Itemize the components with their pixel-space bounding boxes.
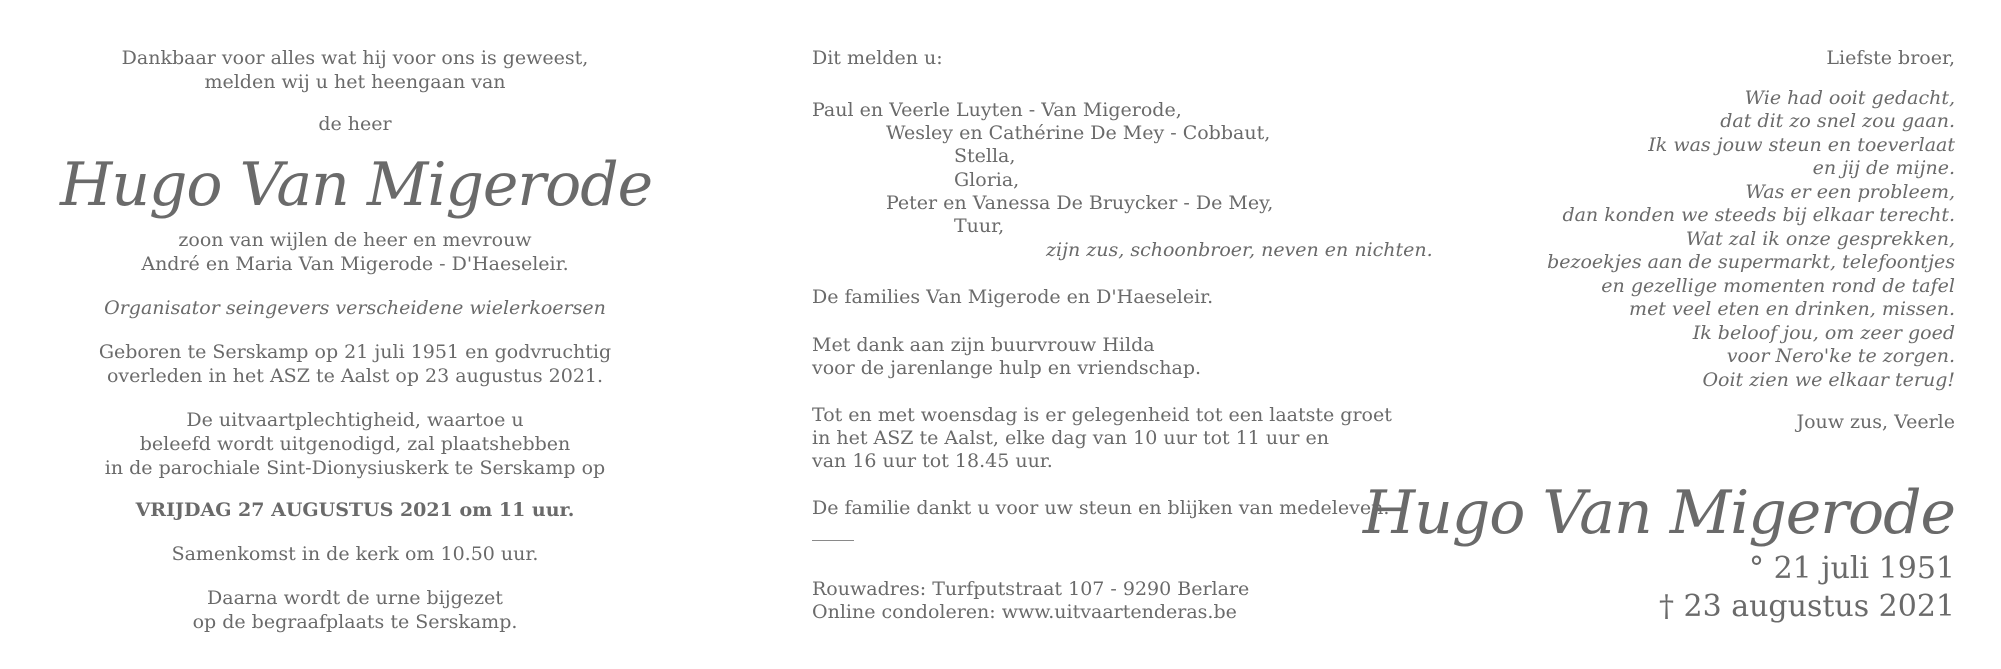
right-panel	[1362, 0, 1955, 669]
poem-line-8: bezoekjes aan de supermarkt, telefoontjes	[1547, 251, 1955, 273]
parents-line-1: zoon van wijlen de heer en mevrouw	[178, 229, 532, 251]
address-line: Rouwadres: Turfputstraat 107 - 9290 Berlare	[812, 578, 1250, 600]
honorific: de heer	[318, 113, 392, 135]
ceremony-line-1: De uitvaartplechtigheid, waartoe u	[186, 409, 524, 431]
poem-line-11: Ik beloof jou, om zeer goed	[1692, 322, 1955, 344]
family-line-5: Peter en Vanessa De Bruycker - De Mey,	[886, 192, 1274, 214]
born-line-2: overleden in het ASZ te Aalst op 23 augustus 2021.	[106, 365, 604, 387]
family-line-2: Wesley en Cathérine De Mey - Cobbaut,	[886, 122, 1271, 144]
thanks-line-1: Met dank aan zijn buurvrouw Hilda	[812, 334, 1155, 356]
ceremony-line-3: in de parochiale Sint-Dionysiuskerk te Serskamp op	[104, 457, 606, 479]
poem-line-3: Ik was jouw steun en toeverlaat	[1648, 134, 1955, 156]
deceased-name-script: Hugo Van Migerode	[1362, 478, 1955, 548]
poem-line-13: Ooit zien we elkaar terug!	[1702, 369, 1955, 391]
middle-panel	[812, 0, 1452, 669]
poem-line-4: en jij de mijne.	[1812, 157, 1955, 179]
poem-line-7: Wat zal ik onze gesprekken,	[1685, 228, 1955, 250]
poem-line-1: Wie had ooit gedacht,	[1744, 87, 1955, 109]
poem-line-5: Was er een probleem,	[1745, 181, 1955, 203]
thanks-line-2: voor de jarenlange hulp en vriendschap.	[812, 357, 1202, 379]
poem-line-10: met veel eten en drinken, missen.	[1629, 298, 1955, 320]
family-line-3: Stella,	[954, 145, 1016, 167]
divider	[812, 540, 854, 541]
families-line: De families Van Migerode en D'Haeseleir.	[812, 286, 1214, 308]
birth-date: ° 21 juli 1951	[1749, 551, 1955, 586]
announce-line: Dit melden u:	[812, 47, 943, 69]
born-line-1: Geboren te Serskamp op 21 juli 1951 en godvruchtig	[98, 341, 612, 363]
visit-line-3: van 16 uur tot 18.45 uur.	[812, 450, 1053, 472]
poem-line-2: dat dit zo snel zou gaan.	[1720, 110, 1955, 132]
condolences-line: Online condoleren: www.uitvaartenderas.be	[812, 601, 1237, 623]
urn-line-2: op de begraafplaats te Serskamp.	[192, 611, 518, 633]
poem-line-12: voor Nero'ke te zorgen.	[1726, 345, 1955, 367]
funeral-date: VRIJDAG 27 AUGUSTUS 2021 om 11 uur.	[135, 499, 575, 521]
greeting: Liefste broer,	[1826, 47, 1955, 69]
signature: Jouw zus, Veerle	[1796, 411, 1955, 433]
parents-line-2: André en Maria Van Migerode - D'Haeseleir.	[141, 253, 569, 275]
closing-line: De familie dankt u voor uw steun en blijken van medeleven.	[812, 497, 1390, 519]
poem-line-9: en gezellige momenten rond de tafel	[1601, 275, 1955, 297]
family-line-6: Tuur,	[954, 215, 1005, 237]
death-date: † 23 augustus 2021	[1658, 589, 1955, 624]
deceased-name: Hugo Van Migerode	[60, 150, 653, 220]
urn-line-1: Daarna wordt de urne bijgezet	[207, 587, 503, 609]
ceremony-line-2: beleefd wordt uitgenodigd, zal plaatshebben	[139, 433, 571, 455]
visit-line-1: Tot en met woensdag is er gelegenheid tot een laatste groet	[812, 404, 1392, 426]
role-line: Organisator seingevers verscheidene wielerkoersen	[104, 297, 606, 319]
poem-line-6: dan konden we steeds bij elkaar terecht.	[1562, 204, 1955, 226]
intro-line-1: Dankbaar voor alles wat hij voor ons is geweest,	[121, 47, 589, 69]
left-panel	[60, 0, 653, 669]
intro-line-2: melden wij u het heengaan van	[204, 71, 506, 93]
gathering-line: Samenkomst in de kerk om 10.50 uur.	[171, 543, 539, 565]
family-line-1: Paul en Veerle Luyten - Van Migerode,	[812, 99, 1182, 121]
visit-line-2: in het ASZ te Aalst, elke dag van 10 uur tot 11 uur en	[812, 427, 1329, 449]
relation-line: zijn zus, schoonbroer, neven en nichten.	[1046, 239, 1433, 261]
family-line-4: Gloria,	[954, 169, 1020, 191]
